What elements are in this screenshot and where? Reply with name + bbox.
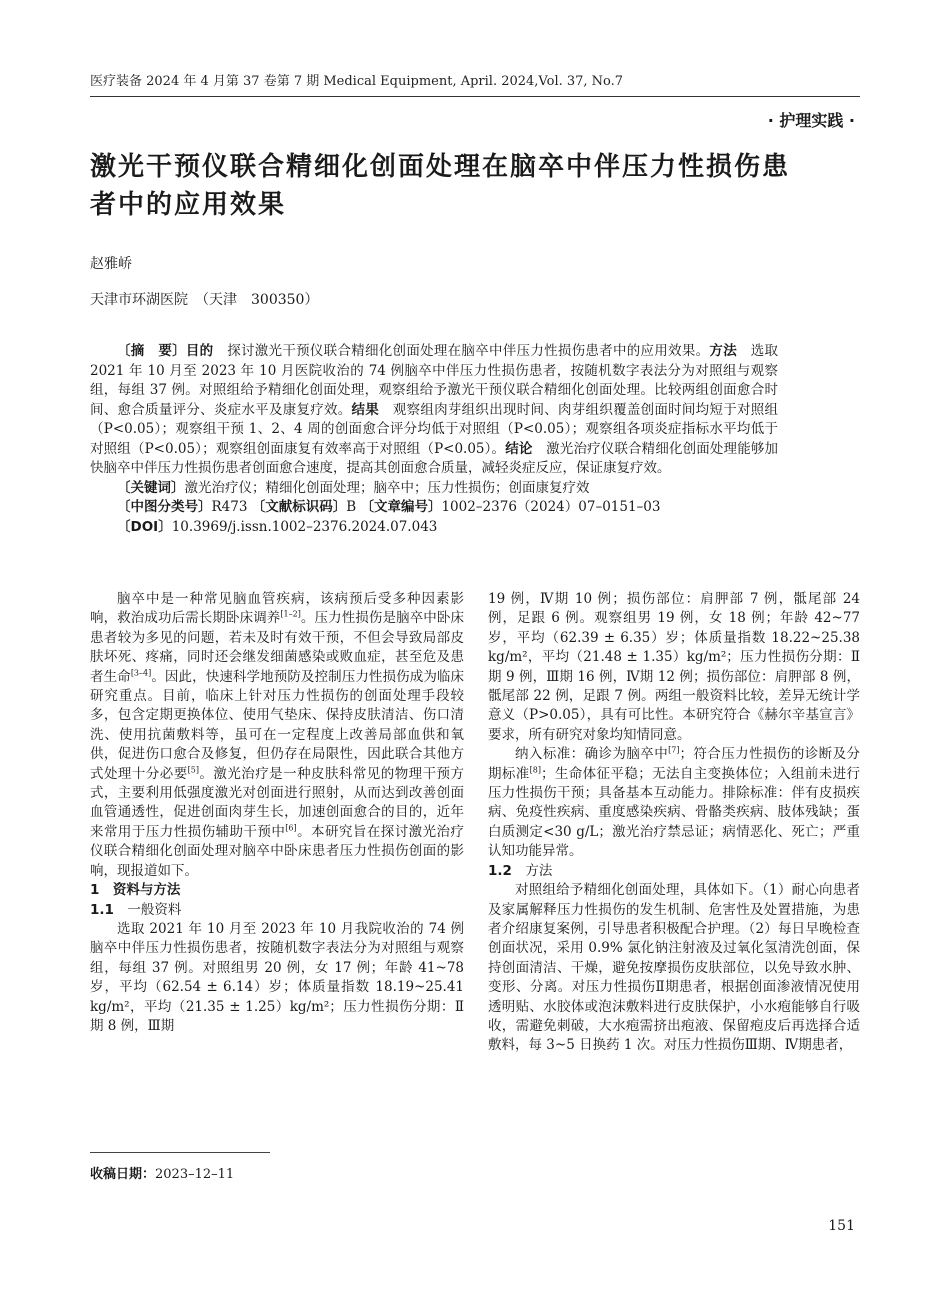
classification-line bbox=[90, 498, 778, 518]
method-label: 方法 bbox=[709, 343, 737, 359]
clc-label: 〔中图分类号〕 bbox=[117, 499, 212, 515]
method-text: 选取 2021 年 10 月至 2023 年 10 月医院收治的 74 例脑卒中伴压力性损伤患者，按随机数字表法分为对照组与观察组，每组 37 例。对照组给予精细化创面处理，观察组给予激光干预仪联合精细化创面处理。比较两组创面愈合时间、愈合质量评分、炎症水平及康复疗效。 bbox=[90, 343, 779, 418]
conclusion-label: 结论 bbox=[505, 440, 533, 457]
received-label: 收稿日期： bbox=[90, 1167, 156, 1182]
keywords: 激光治疗仪；精细化创面处理；脑卒中；压力性损伤；创面康复疗效 bbox=[184, 479, 590, 496]
general-info-paragraph: 选取 2021 年 10 月至 2023 年 10 月我院收治的 74 例脑卒中伴压力性损伤患者，按随机数字表法分为对照组与观察组，每组 37 例。对照组男 20 例，女 17 例；年龄 41~78 岁，平均（62.54 ± 6.14）岁；体质量指数 18.19~25.41 kg/m²，平均（21.35 ± 1.25）kg/m²；压力性损伤分期：Ⅱ期 8 例，Ⅲ期 bbox=[90, 920, 464, 1034]
criteria-paragraph bbox=[488, 745, 860, 861]
doccode-label: 〔文献标识码〕 bbox=[251, 499, 347, 515]
intro-text: 。因此，快速科学地预防及控制压力性损伤成为临床研究重点。目前，临床上针对压力性损伤的创面处理手段较多，包含定期更换体位、使用气垫床、保持皮肤清洁、伤口清洗、使用抗菌敷料等，虽可在一定程度上改善局部血供和氧供，促进伤口愈合及修复，但仍存在局限性，因此联合其他方式处理十分必要 bbox=[90, 668, 465, 782]
method-paragraph: 对照组给予精细化创面处理，具体如下。（1）耐心向患者及家属解释压力性损伤的发生机制、危害性及处置措施，为患者介绍康复案例，引导患者积极配合护理。（2）每日早晚检查创面状况，采用 0.9% 氯化钠注射液及过氧化氢清洗创面，保持创面清洁、干燥，避免按摩损伤皮肤部位，以免导致水肿、变形、分离。对压力性损伤Ⅱ期患者，根据创面渗液情况使用透明贴、水胶体或泡沫敷料进行皮肤保护，小水疱能够自行吸收，需避免刺破，大水疱需挤出疱液、保留疱皮后再选择合适敷料，每 3~5 日换药 1 次。对压力性损伤Ⅲ期、Ⅳ期患者， bbox=[488, 882, 860, 1054]
left-column bbox=[90, 590, 464, 1036]
citation: [7] bbox=[668, 745, 680, 755]
intro-text: 。激光治疗是一种皮肤科常见的物理干预方式，主要利用低强度激光对创面进行照射，从而达到改善创面血管通透性，促进创面肉芽生长，加速创面愈合的目的，近年来常用于压力性损伤辅助干预中 bbox=[90, 765, 465, 840]
citation: [5] bbox=[187, 765, 199, 775]
affiliation: 天津市环湖医院 （天津 300350） bbox=[90, 292, 319, 308]
doi-line bbox=[90, 518, 778, 538]
abstract bbox=[90, 342, 778, 537]
doccode-value: B bbox=[346, 499, 357, 515]
received-date bbox=[90, 1163, 234, 1182]
right-column bbox=[488, 590, 860, 1056]
journal-header: 医疗装备 2024 年 4 月第 37 卷第 7 期 Medical Equipment, April. 2024,Vol. 37, No.7 bbox=[90, 74, 624, 89]
result-label: 结果 bbox=[351, 401, 380, 418]
footnote-divider bbox=[90, 1152, 270, 1153]
keywords-line bbox=[90, 479, 778, 499]
doi-label: 〔DOI〕 bbox=[117, 518, 172, 535]
criteria-text: 纳入标准：确诊为脑卒中 bbox=[515, 746, 669, 763]
articleno-label: 〔文章编号〕 bbox=[360, 499, 442, 515]
subsection-title: 一般资料 bbox=[127, 901, 182, 918]
citation: [6] bbox=[285, 823, 297, 833]
intro-text: 。本研究旨在探讨激光治疗仪联合精细化创面处理对脑卒中卧床患者压力性损伤创面的影响，现报道如下。 bbox=[90, 823, 465, 879]
subsection-number: 1.2 bbox=[488, 862, 512, 879]
clc-value: R473 bbox=[211, 499, 248, 515]
aim-text: 探讨激光干预仪联合精细化创面处理在脑卒中伴压力性损伤患者中的应用效果。 bbox=[213, 343, 710, 359]
articleno-value: 1002–2376（2024）07–0151–03 bbox=[441, 499, 661, 515]
section-heading: 1 资料与方法 bbox=[90, 882, 181, 899]
subsection-heading bbox=[488, 862, 860, 881]
author: 赵雅峤 bbox=[90, 256, 132, 272]
subsection-heading bbox=[90, 901, 464, 920]
criteria-text: ；符合压力性损伤的诊断及分期标准 bbox=[488, 746, 861, 782]
header-divider bbox=[90, 96, 860, 97]
intro-paragraph bbox=[90, 590, 464, 881]
aim-label: 目的 bbox=[185, 343, 214, 359]
intro-text: 脑卒中是一种常见脑血管疾病，该病预后受多种因素影响，救治成功后需长期卧床调养 bbox=[90, 591, 464, 627]
intro-text: 。压力性损伤是脑卒中卧床患者较为多见的问题，若未及时有效干预，不但会导致局部皮肤坏死、疼痛，同时还会继发细菌感染或败血症，甚至危及患者生命 bbox=[90, 610, 465, 685]
page-number: 151 bbox=[828, 1218, 855, 1234]
citation: [8] bbox=[529, 765, 542, 775]
citation: [1–2] bbox=[280, 609, 301, 619]
section-tag: · 护理实践 · bbox=[767, 111, 855, 130]
criteria-text: ；生命体征平稳；无法自主变换体位；入组前未进行压力性损伤干预；具备基本互动能力。排除标准：伴有皮损疾病、免疫性疾病、重度感染疾病、骨骼类疾病、肢体残缺；蛋白质测定<30 g/L；激光治疗禁忌证；病情恶化、死亡；严重认知功能异常。 bbox=[488, 765, 861, 860]
citation: [3–4] bbox=[130, 668, 152, 678]
result-text: 观察组肉芽组织出现时间、肉芽组织覆盖创面时间均短于对照组（P<0.05）；观察组干预 1、2、4 周的创面愈合评分均低于对照组（P<0.05）；观察组各项炎症指标水平均低于对照组（P<0.05）；观察组创面康复有效率高于对照组（P<0.05）。 bbox=[90, 401, 779, 457]
conclusion-text: 激光治疗仪联合精细化创面处理能够加快脑卒中伴压力性损伤患者创面愈合速度，提高其创面愈合质量，减轻炎症反应，保证康复疗效。 bbox=[90, 440, 779, 476]
general-info-continued: 19 例，Ⅳ期 10 例；损伤部位：肩胛部 7 例，骶尾部 24 例，足跟 6 例。观察组男 19 例，女 18 例；年龄 42~77 岁，平均（62.39 ± 6.35）岁；体质量指数 18.22~25.38 kg/m²，平均（21.48 ± 1.35）kg/m²；压力性损伤分期：Ⅱ期 9 例，Ⅲ期 16 例，Ⅳ期 12 例；损伤部位：肩胛部 8 例，骶尾部 22 例，足跟 7 例。两组一般资料比较，差异无统计学意义（P>0.05），具有可比性。本研究符合《赫尔辛基宣言》要求，所有研究对象均知情同意。 bbox=[488, 591, 860, 743]
article-title: 激光干预仪联合精细化创面处理在脑卒中伴压力性损伤患者中的应用效果 bbox=[90, 152, 791, 220]
abstract-label: 〔摘 要〕 bbox=[117, 343, 186, 359]
keywords-label: 〔关键词〕 bbox=[117, 479, 185, 496]
doi-value: 10.3969/j.issn.1002–2376.2024.07.043 bbox=[171, 518, 438, 535]
subsection-number: 1.1 bbox=[90, 901, 114, 918]
subsection-title: 方法 bbox=[525, 862, 553, 879]
received-value: 2023–12–11 bbox=[155, 1167, 235, 1182]
abstract-paragraph bbox=[90, 342, 778, 479]
